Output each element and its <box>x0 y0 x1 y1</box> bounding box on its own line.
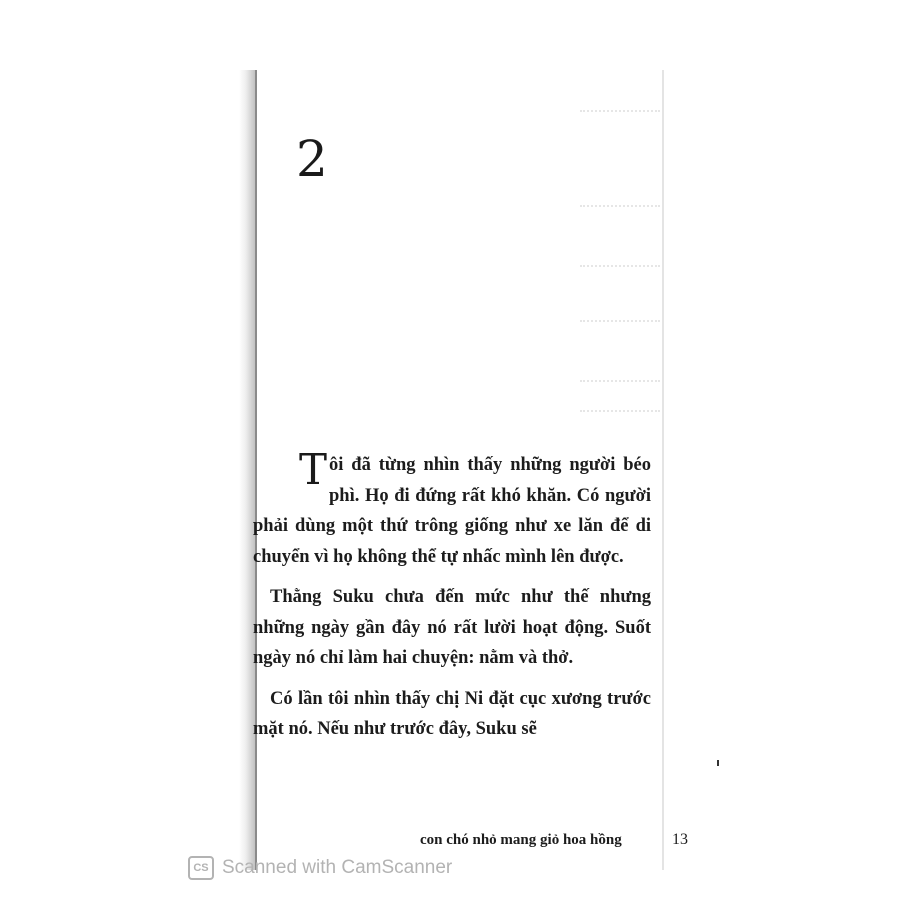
page-number: 13 <box>672 831 688 848</box>
paragraph-3: Có lần tôi nhìn thấy chị Ni đặt cục xương trước mặt nó. Nếu như trước đây, Suku sẽ <box>253 688 651 739</box>
chapter-number: 2 <box>296 130 328 188</box>
bleed-through-line <box>580 265 660 271</box>
scanner-watermark <box>188 856 452 880</box>
paragraph-2: Thằng Suku chưa đến mức như thế nhưng những ngày gần đây nó rất lười hoạt động. Suốt ngày nó chỉ làm hai chuyện: nằm và thở. <box>253 587 651 668</box>
camscanner-logo-icon: CS <box>188 856 214 880</box>
chapter-body <box>253 445 651 755</box>
page-right-edge <box>662 70 664 870</box>
bleed-through-line <box>580 380 660 386</box>
drop-cap: T <box>299 445 328 494</box>
running-footer-title: con chó nhỏ mang giỏ hoa hồng <box>420 832 622 848</box>
bleed-through-line <box>580 205 660 211</box>
bleed-through-line <box>580 320 660 326</box>
watermark-text: Scanned with CamScanner <box>222 857 453 878</box>
bleed-through-line <box>580 110 660 116</box>
scan-speck <box>717 760 719 766</box>
paragraph-1-text: ôi đã từng nhìn thấy những người béo phì. Họ đi đứng rất khó khăn. Có người phải dùng một thứ trông giống như xe lăn để di chuyển vì họ không thể tự nhấc mình lên được. <box>253 455 651 567</box>
paragraph-1 <box>253 445 651 572</box>
bleed-through-line <box>580 410 660 416</box>
